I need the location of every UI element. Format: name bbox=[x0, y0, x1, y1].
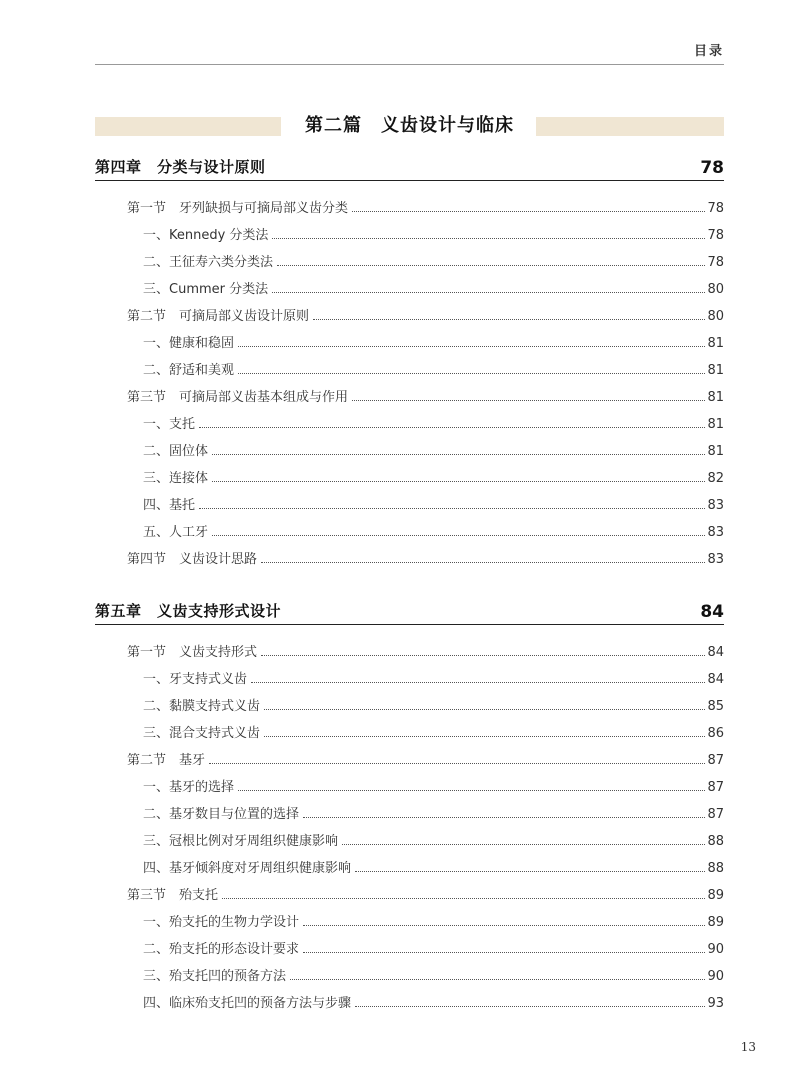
part-title: 第二篇 义齿设计与临床 bbox=[305, 115, 514, 136]
toc-subsection-entry[interactable] bbox=[95, 689, 724, 716]
entry-title: 一、牙支持式义齿 bbox=[143, 672, 248, 687]
chapter-page: 78 bbox=[700, 158, 724, 178]
dot-leader bbox=[209, 763, 705, 764]
entry-page: 78 bbox=[707, 201, 724, 216]
toc-subsection-entry[interactable] bbox=[95, 986, 724, 1013]
entry-title: 三、殆支托凹的预备方法 bbox=[143, 969, 287, 984]
toc-subsection-entry[interactable] bbox=[95, 326, 724, 353]
dot-leader bbox=[199, 508, 705, 509]
toc-subsection-entry[interactable] bbox=[95, 353, 724, 380]
toc-section-entry[interactable] bbox=[95, 542, 724, 569]
entry-title: 三、冠根比例对牙周组织健康影响 bbox=[143, 834, 339, 849]
entry-title: 一、殆支托的生物力学设计 bbox=[143, 915, 300, 930]
dot-leader bbox=[264, 709, 705, 710]
entry-title: 四、临床殆支托凹的预备方法与步骤 bbox=[143, 996, 352, 1011]
toc-subsection-entry[interactable] bbox=[95, 515, 724, 542]
chapter-entries bbox=[95, 635, 724, 1013]
dot-leader bbox=[212, 481, 705, 482]
entry-title: 第一节 义齿支持形式 bbox=[127, 645, 258, 660]
dot-leader bbox=[222, 898, 705, 899]
dot-leader bbox=[264, 736, 705, 737]
entry-page: 83 bbox=[707, 525, 724, 540]
toc-subsection-entry[interactable] bbox=[95, 770, 724, 797]
entry-title: 二、殆支托的形态设计要求 bbox=[143, 942, 300, 957]
toc-section-entry[interactable] bbox=[95, 743, 724, 770]
entry-page: 81 bbox=[707, 417, 724, 432]
entry-page: 81 bbox=[707, 336, 724, 351]
entry-page: 84 bbox=[707, 672, 724, 687]
dot-leader bbox=[251, 682, 705, 683]
entry-page: 83 bbox=[707, 552, 724, 567]
entry-title: 第四节 义齿设计思路 bbox=[127, 552, 258, 567]
dot-leader bbox=[261, 655, 705, 656]
dot-leader bbox=[290, 979, 705, 980]
page-number: 13 bbox=[740, 1040, 756, 1054]
entry-page: 89 bbox=[707, 888, 724, 903]
entry-title: 二、基牙数目与位置的选择 bbox=[143, 807, 300, 822]
dot-leader bbox=[355, 1006, 705, 1007]
toc-subsection-entry[interactable] bbox=[95, 245, 724, 272]
toc-section-entry[interactable] bbox=[95, 191, 724, 218]
dot-leader bbox=[303, 817, 705, 818]
entry-title: 第一节 牙列缺损与可摘局部义齿分类 bbox=[127, 201, 349, 216]
dot-leader bbox=[342, 844, 705, 845]
toc-section-entry[interactable] bbox=[95, 299, 724, 326]
toc-subsection-entry[interactable] bbox=[95, 959, 724, 986]
entry-title: 二、黏膜支持式义齿 bbox=[143, 699, 261, 714]
entry-title: 一、支托 bbox=[143, 417, 196, 432]
toc-subsection-entry[interactable] bbox=[95, 851, 724, 878]
chapter-page: 84 bbox=[700, 602, 724, 622]
entry-page: 80 bbox=[707, 309, 724, 324]
toc-subsection-entry[interactable] bbox=[95, 824, 724, 851]
entry-title: 二、舒适和美观 bbox=[143, 363, 235, 378]
toc-subsection-entry[interactable] bbox=[95, 272, 724, 299]
entry-title: 一、基牙的选择 bbox=[143, 780, 235, 795]
entry-page: 85 bbox=[707, 699, 724, 714]
chapter-entries bbox=[95, 191, 724, 569]
entry-title: 三、连接体 bbox=[143, 471, 209, 486]
entry-page: 90 bbox=[707, 942, 724, 957]
entry-page: 81 bbox=[707, 363, 724, 378]
dot-leader bbox=[355, 871, 705, 872]
dot-leader bbox=[238, 346, 705, 347]
chapter-4 bbox=[95, 156, 724, 569]
entry-title: 第二节 可摘局部义齿设计原则 bbox=[127, 309, 310, 324]
toc-subsection-entry[interactable] bbox=[95, 218, 724, 245]
dot-leader bbox=[277, 265, 705, 266]
entry-title: 二、王征寿六类分类法 bbox=[143, 255, 274, 270]
entry-page: 87 bbox=[707, 807, 724, 822]
toc-section-entry[interactable] bbox=[95, 380, 724, 407]
dot-leader bbox=[352, 400, 705, 401]
dot-leader bbox=[238, 373, 705, 374]
entry-title: 三、混合支持式义齿 bbox=[143, 726, 261, 741]
dot-leader bbox=[272, 238, 705, 239]
dot-leader bbox=[303, 952, 705, 953]
dot-leader bbox=[272, 292, 705, 293]
dot-leader bbox=[199, 427, 705, 428]
dot-leader bbox=[313, 319, 705, 320]
entry-page: 82 bbox=[707, 471, 724, 486]
entry-page: 84 bbox=[707, 645, 724, 660]
dot-leader bbox=[261, 562, 705, 563]
entry-page: 78 bbox=[707, 255, 724, 270]
entry-page: 90 bbox=[707, 969, 724, 984]
dot-leader bbox=[212, 535, 705, 536]
chapter-heading[interactable] bbox=[95, 600, 724, 625]
entry-page: 88 bbox=[707, 834, 724, 849]
chapter-title: 第四章 分类与设计原则 bbox=[95, 158, 266, 176]
entry-page: 81 bbox=[707, 444, 724, 459]
toc-subsection-entry[interactable] bbox=[95, 905, 724, 932]
dot-leader bbox=[212, 454, 705, 455]
toc-subsection-entry[interactable] bbox=[95, 407, 724, 434]
entry-page: 86 bbox=[707, 726, 724, 741]
entry-title: 一、健康和稳固 bbox=[143, 336, 235, 351]
entry-title: 二、固位体 bbox=[143, 444, 209, 459]
running-header-label: 目录 bbox=[693, 44, 724, 59]
entry-title: 四、基托 bbox=[143, 498, 196, 513]
entry-page: 89 bbox=[707, 915, 724, 930]
dot-leader bbox=[352, 211, 705, 212]
header-rule bbox=[95, 64, 724, 65]
toc-section-entry[interactable] bbox=[95, 878, 724, 905]
entry-page: 93 bbox=[707, 996, 724, 1011]
toc-subsection-entry[interactable] bbox=[95, 662, 724, 689]
entry-page: 80 bbox=[707, 282, 724, 297]
part-title-row bbox=[95, 114, 724, 138]
toc-subsection-entry[interactable] bbox=[95, 461, 724, 488]
dot-leader bbox=[303, 925, 705, 926]
entry-title: 五、人工牙 bbox=[143, 525, 209, 540]
entry-title: 一、Kennedy 分类法 bbox=[143, 228, 269, 243]
entry-page: 87 bbox=[707, 753, 724, 768]
entry-title: 第三节 殆支托 bbox=[127, 888, 219, 903]
entry-title: 三、Cummer 分类法 bbox=[143, 282, 269, 297]
chapter-title: 第五章 义齿支持形式设计 bbox=[95, 602, 282, 620]
toc-section-entry[interactable] bbox=[95, 635, 724, 662]
entry-page: 81 bbox=[707, 390, 724, 405]
entry-page: 88 bbox=[707, 861, 724, 876]
toc-subsection-entry[interactable] bbox=[95, 488, 724, 515]
entry-page: 87 bbox=[707, 780, 724, 795]
toc-subsection-entry[interactable] bbox=[95, 434, 724, 461]
toc-subsection-entry[interactable] bbox=[95, 716, 724, 743]
chapter-heading[interactable] bbox=[95, 156, 724, 181]
entry-page: 83 bbox=[707, 498, 724, 513]
chapter-5 bbox=[95, 600, 724, 1013]
toc-subsection-entry[interactable] bbox=[95, 797, 724, 824]
entry-title: 第三节 可摘局部义齿基本组成与作用 bbox=[127, 390, 349, 405]
dot-leader bbox=[238, 790, 705, 791]
entry-page: 78 bbox=[707, 228, 724, 243]
toc-subsection-entry[interactable] bbox=[95, 932, 724, 959]
entry-title: 四、基牙倾斜度对牙周组织健康影响 bbox=[143, 861, 352, 876]
entry-title: 第二节 基牙 bbox=[127, 753, 206, 768]
